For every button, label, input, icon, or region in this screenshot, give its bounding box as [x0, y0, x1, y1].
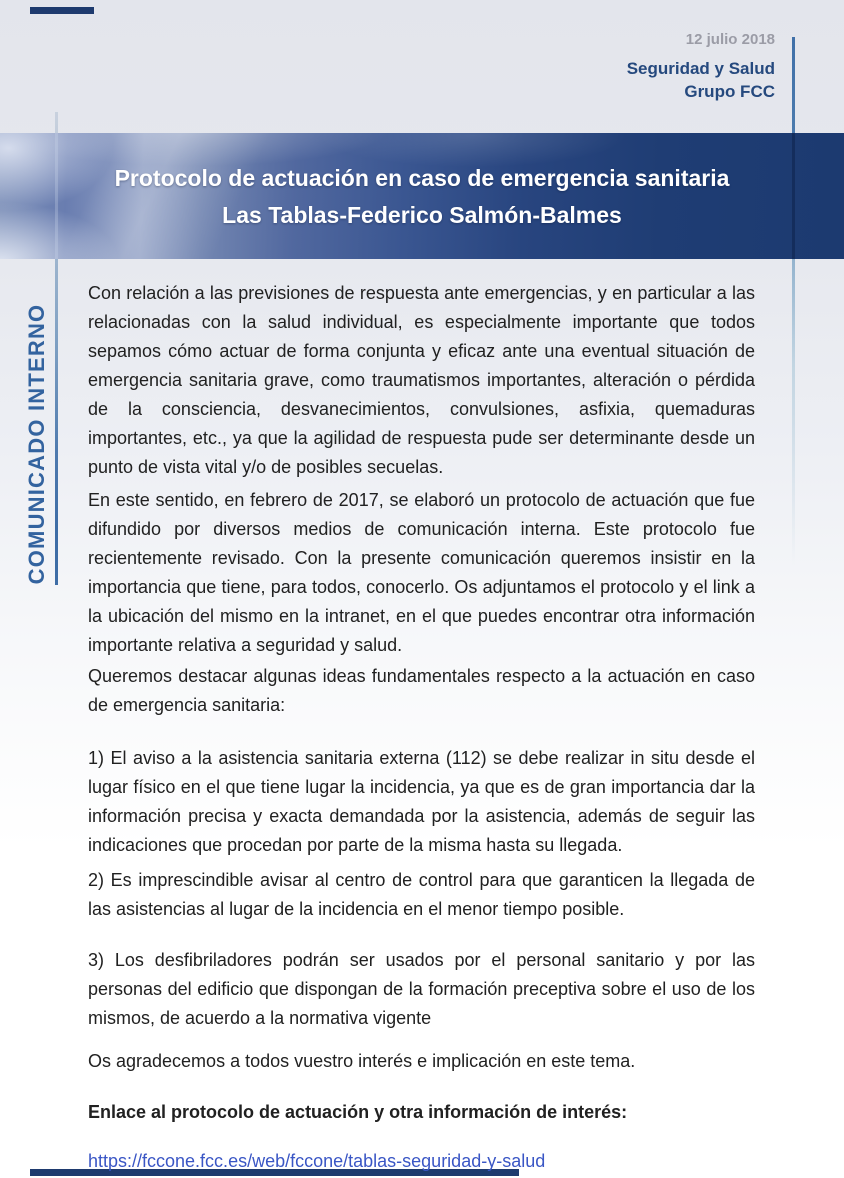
paragraph-protocol-history: En este sentido, en febrero de 2017, se elaboró un protocolo de actuación que fue difundido por diversos medios de comunicación interna. Este protocolo fue recientemente revisado. Con la presente comunicación queremos insistir en la importancia que tiene, para todos, conocerlo. Os adjuntamos el protocolo y el link a la ubicación del mismo en la intranet, en el que puedes encontrar otra información importante relativa a seguridad y salud.	[88, 490, 755, 655]
left-rule-banner-segment	[55, 133, 58, 259]
banner-title-line1: Protocolo de actuación en caso de emergencia sanitaria	[114, 165, 730, 191]
document-body	[88, 279, 755, 1176]
paragraph-closing-thanks: Os agradecemos a todos vuestro interés e implicación en este tema.	[88, 1051, 636, 1071]
title-banner	[0, 133, 844, 259]
org-department: Seguridad y Salud	[626, 59, 775, 78]
banner-title-line2: Las Tablas-Federico Salmón-Balmes	[222, 202, 622, 228]
right-vertical-rule	[792, 37, 795, 565]
link-section-heading: Enlace al protocolo de actuación y otra información de interés:	[88, 1102, 628, 1122]
header	[627, 31, 775, 103]
list-item-2: 2) Es imprescindible avisar al centro de control para que garanticen la llegada de las asistencias al lugar de la incidencia en el menor tiempo posible.	[88, 870, 755, 919]
paragraph-intro: Con relación a las previsiones de respuesta ante emergencias, y en particular a las relacionadas con la salud individual, es especialmente importante que todos sepamos cómo actuar de forma conjunta y eficaz ante una eventual situación de emergencia sanitaria grave, como traumatismos importantes, alteración o pérdida de la consciencia, desvanecimientos, convulsiones, asfixia, quemaduras importantes, etc., ya que la agilidad de respuesta pude ser determinante desde un punto de vista vital y/o de posibles secuelas.	[88, 283, 755, 477]
list-item-1: 1) El aviso a la asistencia sanitaria externa (112) se debe realizar in situ desde el lugar físico en el que tiene lugar la incidencia, ya que es de gran importancia dar la información precisa y exacta demandada por la asistencia, además de seguir las indicaciones que procedan por parte de la misma hasta su llegada.	[88, 748, 755, 855]
right-rule-banner-segment	[792, 133, 795, 259]
document-date: 12 julio 2018	[685, 31, 775, 48]
paragraph-key-ideas-lead: Queremos destacar algunas ideas fundamentales respecto a la actuación en caso de emergencia sanitaria:	[88, 666, 755, 715]
brand-bar-top	[30, 7, 94, 14]
list-item-3: 3) Los desfibriladores podrán ser usados por el personal sanitario y por las personas del edificio que dispongan de la formación preceptiva sobre el uso de los mismos, de acuerdo a la normativa vigente	[88, 950, 755, 1028]
sidebar-label-comunicado-interno: COMUNICADO INTERNO	[24, 303, 49, 585]
protocol-link[interactable]: https://fccone.fcc.es/web/fccone/tablas-seguridad-y-salud	[88, 1151, 546, 1171]
org-company: Grupo FCC	[684, 82, 775, 101]
